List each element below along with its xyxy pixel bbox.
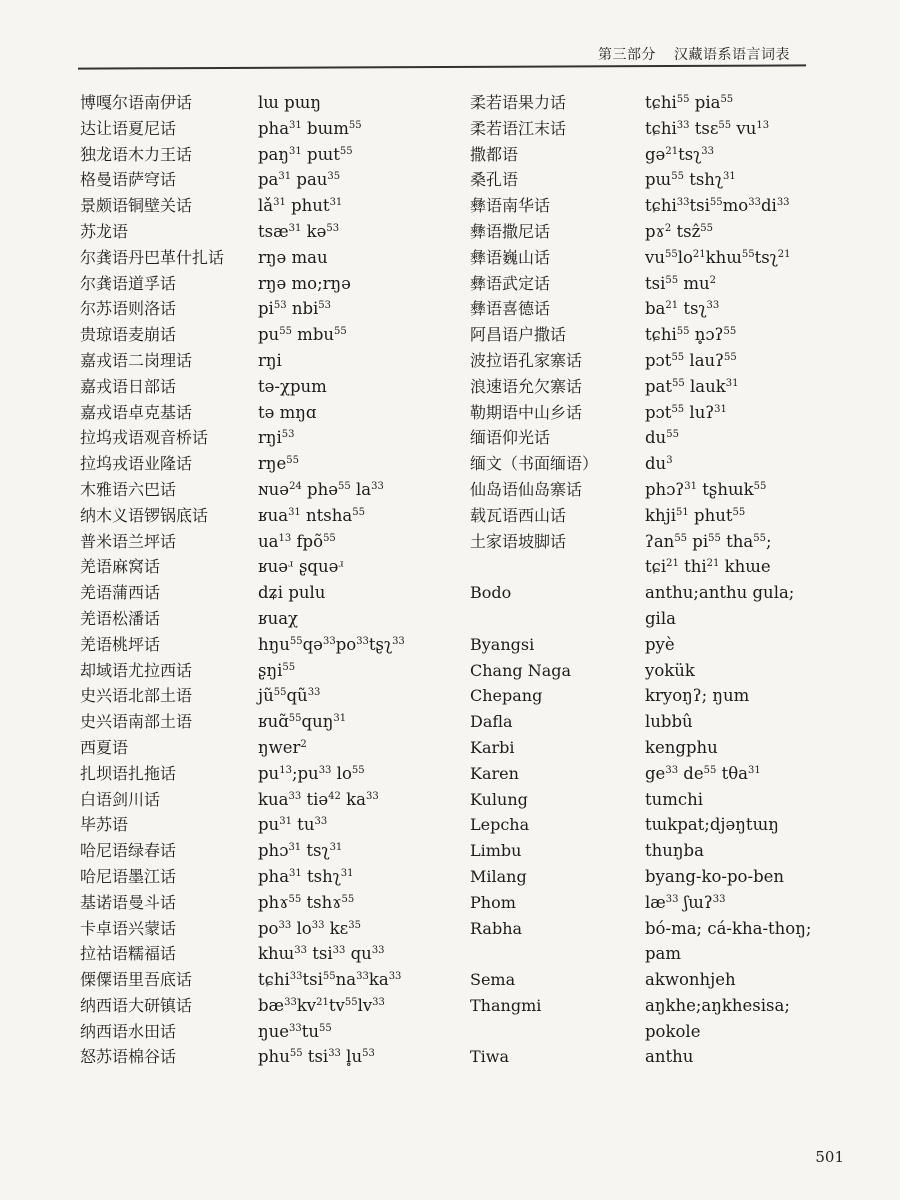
word-form: ɴuə$^{24}$ phə$^{55}$ $la^{33}$ (258, 479, 384, 499)
dialect-name: 撒都语 (470, 144, 519, 164)
word-form: phɤ$^{55}$ tshɤ$^{55}$ (258, 892, 355, 912)
list-item (470, 374, 840, 400)
word-form: khji$^{51}$ phut$^{55}$ (645, 505, 746, 525)
dialect-name: 扎坝语扎拖话 (80, 763, 177, 783)
word-form: aŋkhe;aŋkhesisa; (645, 995, 790, 1015)
word-form: tɕhi$^{33}$ tsɛ$^{55}$ $vu^{13}$ (645, 118, 770, 138)
list-item (470, 683, 840, 709)
dialect-name: Tiwa (470, 1047, 510, 1067)
list-item (470, 1044, 840, 1070)
word-form: $tɕhi^{33}tsi^{55}mo^{33}di^{33}$ (645, 196, 790, 216)
list-item (470, 838, 840, 864)
word-form: gə$^{21}$tsʅ$^{33}$ (645, 144, 714, 164)
dialect-name: 缅语仰光话 (470, 428, 551, 448)
dialect-name: Kulung (470, 789, 528, 809)
word-form: dʑi pulu (258, 583, 326, 603)
word-form: tumchi (645, 789, 704, 809)
list-item (80, 916, 470, 942)
list-item (80, 838, 470, 864)
dialect-name: 浪速语允欠寨话 (470, 376, 583, 396)
word-form: $pi^{53}$ nbi$^{53}$ (258, 299, 332, 319)
list-item (80, 400, 470, 426)
dialect-name: 怒苏语棉谷话 (80, 1047, 177, 1067)
dialect-name: Chepang (470, 686, 543, 706)
word-form: yokük (645, 660, 695, 680)
dialect-name: 尔苏语则洛话 (80, 299, 177, 319)
dialect-name: Sema (470, 970, 516, 990)
word-form: byang-ko-po-ben (645, 866, 785, 886)
list-item (80, 90, 470, 116)
list-item (470, 271, 840, 297)
word-form: phɔʔ$^{31}$ tʂhɯk$^{55}$ (645, 479, 767, 499)
dialect-name: 纳西语水田话 (80, 1021, 177, 1041)
list-item (470, 916, 840, 942)
dialect-name: 博嘎尔语南伊话 (80, 93, 193, 112)
dialect-name: 土家语坡脚话 (470, 531, 567, 551)
dialect-name: 羌语蒲西话 (80, 583, 161, 603)
list-item (80, 761, 470, 787)
word-form: phɔ$^{31}$ tsʅ$^{31}$ (258, 841, 343, 861)
word-form: gila (645, 608, 676, 628)
dialect-name: 纳西语大研镇话 (80, 995, 193, 1015)
dialect-name: 卡卓语兴蒙话 (80, 918, 177, 938)
page-number: 501 (815, 1148, 844, 1166)
list-item (80, 967, 470, 993)
dialect-name: 羌语桃坪话 (80, 634, 161, 654)
word-form: tsæ$^{31}$ kə$^{53}$ (258, 221, 340, 241)
dialect-name: Milang (470, 866, 527, 886)
dialect-name: 独龙语木力王话 (80, 144, 193, 164)
dialect-name: 勒期语中山乡话 (470, 402, 583, 422)
dialect-name: 阿昌语户撒话 (470, 325, 567, 345)
word-form: $du^3$ (645, 454, 673, 474)
list-item (470, 348, 840, 374)
dialect-name: Lepcha (470, 815, 530, 835)
list-item (80, 709, 470, 735)
dialect-name: 嘉戎语日部话 (80, 376, 177, 396)
list-item (470, 322, 840, 348)
list-item (80, 167, 470, 193)
dialect-name: Byangsi (470, 634, 535, 654)
word-form: pha$^{31}$ bɯm$^{55}$ (258, 118, 362, 138)
list-item (80, 993, 470, 1019)
word-form: lubbû (645, 712, 693, 732)
list-item (470, 193, 840, 219)
running-header (598, 44, 790, 64)
list-item (80, 348, 470, 374)
dialect-name: 拉坞戎语观音桥话 (80, 428, 209, 448)
list-item (470, 606, 840, 632)
word-form: paŋ$^{31}$ pɯt$^{55}$ (258, 144, 353, 164)
list-item (80, 219, 470, 245)
word-form: anthu;anthu gula; (645, 583, 795, 603)
list-item (470, 425, 840, 451)
dialect-name: 嘉戎语卓克基话 (80, 402, 193, 422)
word-form: pɤ$^2$ tsẑ$^{55}$ (645, 221, 714, 241)
left-column (80, 90, 470, 1070)
word-form: $ua^{13}$ fpõ$^{55}$ (258, 531, 336, 551)
word-form: $bæ^{33}kv^{21}tv^{55}lv^{33}$ (258, 995, 385, 1015)
list-item (80, 683, 470, 709)
word-form: pha$^{31}$ tshʅ$^{31}$ (258, 866, 354, 886)
word-form: $pa^{31}$ pau$^{35}$ (258, 170, 341, 190)
dialect-name: 柔若语江末话 (470, 118, 567, 138)
list-item (470, 580, 840, 606)
list-item (80, 890, 470, 916)
list-item (80, 529, 470, 555)
list-item (470, 245, 840, 271)
word-form: pat$^{55}$ lauk$^{31}$ (645, 376, 739, 396)
list-item (80, 477, 470, 503)
list-item (80, 271, 470, 297)
list-item (470, 400, 840, 426)
word-form: $tɕhi^{33}tsi^{55}na^{33}ka^{33}$ (258, 970, 402, 990)
dialect-name: 毕苏语 (80, 815, 129, 835)
dialect-name: 却域语尤拉西话 (80, 660, 193, 680)
list-item (470, 167, 840, 193)
list-item (470, 142, 840, 168)
word-form: tə mŋɑ (258, 402, 317, 422)
list-item (80, 606, 470, 632)
word-form: $po^{33}$ $lo^{33}$ kɛ$^{35}$ (258, 918, 361, 938)
list-item (470, 864, 840, 890)
header-title: 汉藏语系语言词表 (674, 47, 790, 63)
list-item (470, 296, 840, 322)
list-item (80, 425, 470, 451)
dialect-name: 波拉语孔家寨话 (470, 350, 583, 370)
dialect-name: 仙岛语仙岛寨话 (470, 479, 583, 499)
dialect-name: Limbu (470, 841, 522, 861)
word-form: anthu (645, 1047, 694, 1067)
list-item (470, 451, 840, 477)
dialect-name: Rabha (470, 918, 523, 938)
list-item (470, 941, 840, 967)
dialect-name: 柔若语果力话 (470, 93, 567, 112)
list-item (470, 529, 840, 555)
list-item (470, 761, 840, 787)
dialect-name: 纳木义语锣锅底话 (80, 505, 209, 525)
dialect-name: 缅文（书面缅语） (470, 454, 599, 474)
word-form: $læ^{33}$ ʃɯʔ$^{33}$ (645, 892, 726, 912)
word-form: pɯ$^{55}$ tshʅ$^{31}$ (645, 170, 736, 190)
word-form: khɯ$^{33}$ tsi$^{33}$ $qu^{33}$ (258, 944, 385, 964)
list-item (80, 245, 470, 271)
list-item (80, 658, 470, 684)
dialect-name: 白语剑川话 (80, 789, 161, 809)
list-item (80, 1044, 470, 1070)
word-form: $ŋue^{33}tu^{55}$ (258, 1021, 332, 1041)
list-item (80, 580, 470, 606)
list-item (80, 941, 470, 967)
dialect-name: 彝语巍山话 (470, 247, 551, 267)
word-list (0, 90, 900, 1130)
dialect-name: 木雅语六巴话 (80, 479, 177, 499)
list-item (80, 451, 470, 477)
dialect-name: 西夏语 (80, 737, 129, 757)
word-form: tsi$^{55}$ $mu^2$ (645, 273, 717, 293)
dialect-name: Bodo (470, 583, 512, 603)
dialect-name: 哈尼语绿春话 (80, 841, 177, 861)
word-form: $hŋu^{55}qə^{33}po^{33}tʂʅ^{33}$ (258, 634, 405, 654)
word-form: $lǎ^{31}$ phut$^{31}$ (258, 196, 343, 216)
word-form: rŋə mau (258, 247, 328, 267)
dialect-name: 桑孔语 (470, 170, 519, 190)
word-form: tɕhi$^{55}$ n̥ɔʔ$^{55}$ (645, 325, 737, 345)
word-form: rŋi (258, 350, 282, 370)
word-form: thuŋba (645, 841, 704, 861)
list-item (80, 735, 470, 761)
dialect-name: Phom (470, 892, 516, 912)
word-form: $pu^{13};pu^{33}$ $lo^{55}$ (258, 763, 365, 783)
dialect-name: 载瓦语西山话 (470, 505, 567, 525)
dialect-name: 彝语喜德话 (470, 299, 551, 319)
list-item (470, 554, 840, 580)
list-item (470, 632, 840, 658)
dialect-name: 苏龙语 (80, 221, 129, 241)
dialect-name: 尔龚语道孚话 (80, 273, 177, 293)
word-form: rŋi$^{53}$ (258, 428, 295, 448)
header-rule (78, 64, 806, 69)
list-item (80, 142, 470, 168)
dialect-name: 格曼语萨穹话 (80, 170, 177, 190)
list-item (470, 812, 840, 838)
word-form: $ba^{21}$ tsʅ$^{33}$ (645, 299, 720, 319)
dialect-name: 贵琼语麦崩话 (80, 325, 177, 345)
dialect-name: Karen (470, 763, 519, 783)
list-item (470, 993, 840, 1019)
dialect-name: Thangmi (470, 995, 542, 1015)
dialect-name: 嘉戎语二岗理话 (80, 350, 193, 370)
word-form: rŋə mo;rŋə (258, 273, 351, 293)
word-form: phu$^{55}$ tsi$^{33}$ $l̥u^{53}$ (258, 1047, 375, 1067)
list-item (470, 90, 840, 116)
word-form: $ge^{33}$ $de^{55}$ tθa$^{31}$ (645, 763, 761, 783)
dialect-name: 尔龚语丹巴革什扎话 (80, 247, 225, 267)
list-item (80, 503, 470, 529)
right-column (470, 90, 840, 1070)
word-form: pokole (645, 1021, 701, 1041)
word-form: $jũ^{55}qũ^{33}$ (258, 686, 321, 706)
word-form: akwonhjeh (645, 970, 736, 990)
dialect-name: 傈僳语里吾底话 (80, 970, 193, 990)
dialect-name: Karbi (470, 737, 515, 757)
list-item (470, 709, 840, 735)
dialect-name: 史兴语南部土语 (80, 712, 193, 732)
dialect-name: 彝语撒尼话 (470, 221, 551, 241)
word-form: pam (645, 944, 682, 964)
word-form: $pu^{55}$ mbu$^{55}$ (258, 325, 347, 345)
word-form: $pu^{31}$ $tu^{33}$ (258, 815, 328, 835)
word-form: ʁua$^{31}$ ntsha$^{55}$ (258, 505, 365, 525)
dialect-name: Dafla (470, 712, 513, 732)
list-item (470, 658, 840, 684)
dialect-name: 羌语麻窝话 (80, 557, 161, 577)
list-item (470, 787, 840, 813)
dialect-name: 景颇语铜壁关话 (80, 196, 193, 216)
word-form: kryoŋʔ; ŋum (645, 686, 750, 706)
word-form: ʁuəʴ ʂquəʴ (258, 557, 345, 577)
word-form: tɕhi$^{55}$ pia$^{55}$ (645, 93, 734, 112)
word-form: pyè (645, 634, 675, 654)
list-item (80, 322, 470, 348)
list-item (470, 503, 840, 529)
dialect-name: 彝语武定话 (470, 273, 551, 293)
word-form: $vu^{55}lo^{21}khɯ^{55}tsʅ^{21}$ (645, 247, 791, 267)
header-part: 第三部分 (598, 47, 656, 63)
word-form: tɯkpat;djəŋtɯŋ (645, 815, 779, 835)
word-form: $du^{55}$ (645, 428, 679, 448)
word-form: lɯ pɯŋ (258, 93, 322, 112)
list-item (470, 116, 840, 142)
dialect-name: 羌语松潘话 (80, 608, 161, 628)
list-item (80, 193, 470, 219)
dialect-name: 达让语夏尼话 (80, 118, 177, 138)
dialect-name: 基诺语曼斗话 (80, 892, 177, 912)
word-form: ŋwer$^2$ (258, 737, 307, 757)
list-item (470, 967, 840, 993)
list-item (80, 296, 470, 322)
list-item (80, 116, 470, 142)
list-item (470, 735, 840, 761)
word-form: ʂŋi$^{55}$ (258, 660, 296, 680)
list-item (80, 374, 470, 400)
list-item (80, 632, 470, 658)
dialect-name: 普米语兰坪话 (80, 531, 177, 551)
list-item (470, 1019, 840, 1045)
list-item (470, 219, 840, 245)
word-form: pɔt$^{55}$ luʔ$^{31}$ (645, 402, 727, 422)
word-form: bó-ma; cá-kha-thoŋ; (645, 918, 812, 938)
word-form: ʔan$^{55}$ $pi^{55}$ tha$^{55}$; (645, 531, 772, 551)
word-form: tɕi$^{21}$ thi$^{21}$ khɯe (645, 557, 771, 577)
list-item (470, 890, 840, 916)
list-item (80, 812, 470, 838)
dialect-name: Chang Naga (470, 660, 572, 680)
word-form: kua$^{33}$ tiə$^{42}$ $ka^{33}$ (258, 789, 379, 809)
dialect-name: 拉祜语糯福话 (80, 944, 177, 964)
dialect-name: 拉坞戎语业隆话 (80, 454, 193, 474)
dialect-name: 哈尼语墨江话 (80, 866, 177, 886)
dialect-name: 彝语南华话 (470, 196, 551, 216)
list-item (80, 864, 470, 890)
list-item (80, 787, 470, 813)
list-item (80, 554, 470, 580)
list-item (470, 477, 840, 503)
word-form: pɔt$^{55}$ lauʔ$^{55}$ (645, 350, 737, 370)
list-item (80, 1019, 470, 1045)
word-form: kengphu (645, 737, 718, 757)
dialect-name: 史兴语北部土语 (80, 686, 193, 706)
word-form: ʁuɑ̃$^{55}$quŋ$^{31}$ (258, 712, 347, 732)
word-form: rŋe$^{55}$ (258, 454, 300, 474)
word-form: tə-χpum (258, 376, 327, 396)
word-form: ʁuaχ (258, 608, 299, 628)
